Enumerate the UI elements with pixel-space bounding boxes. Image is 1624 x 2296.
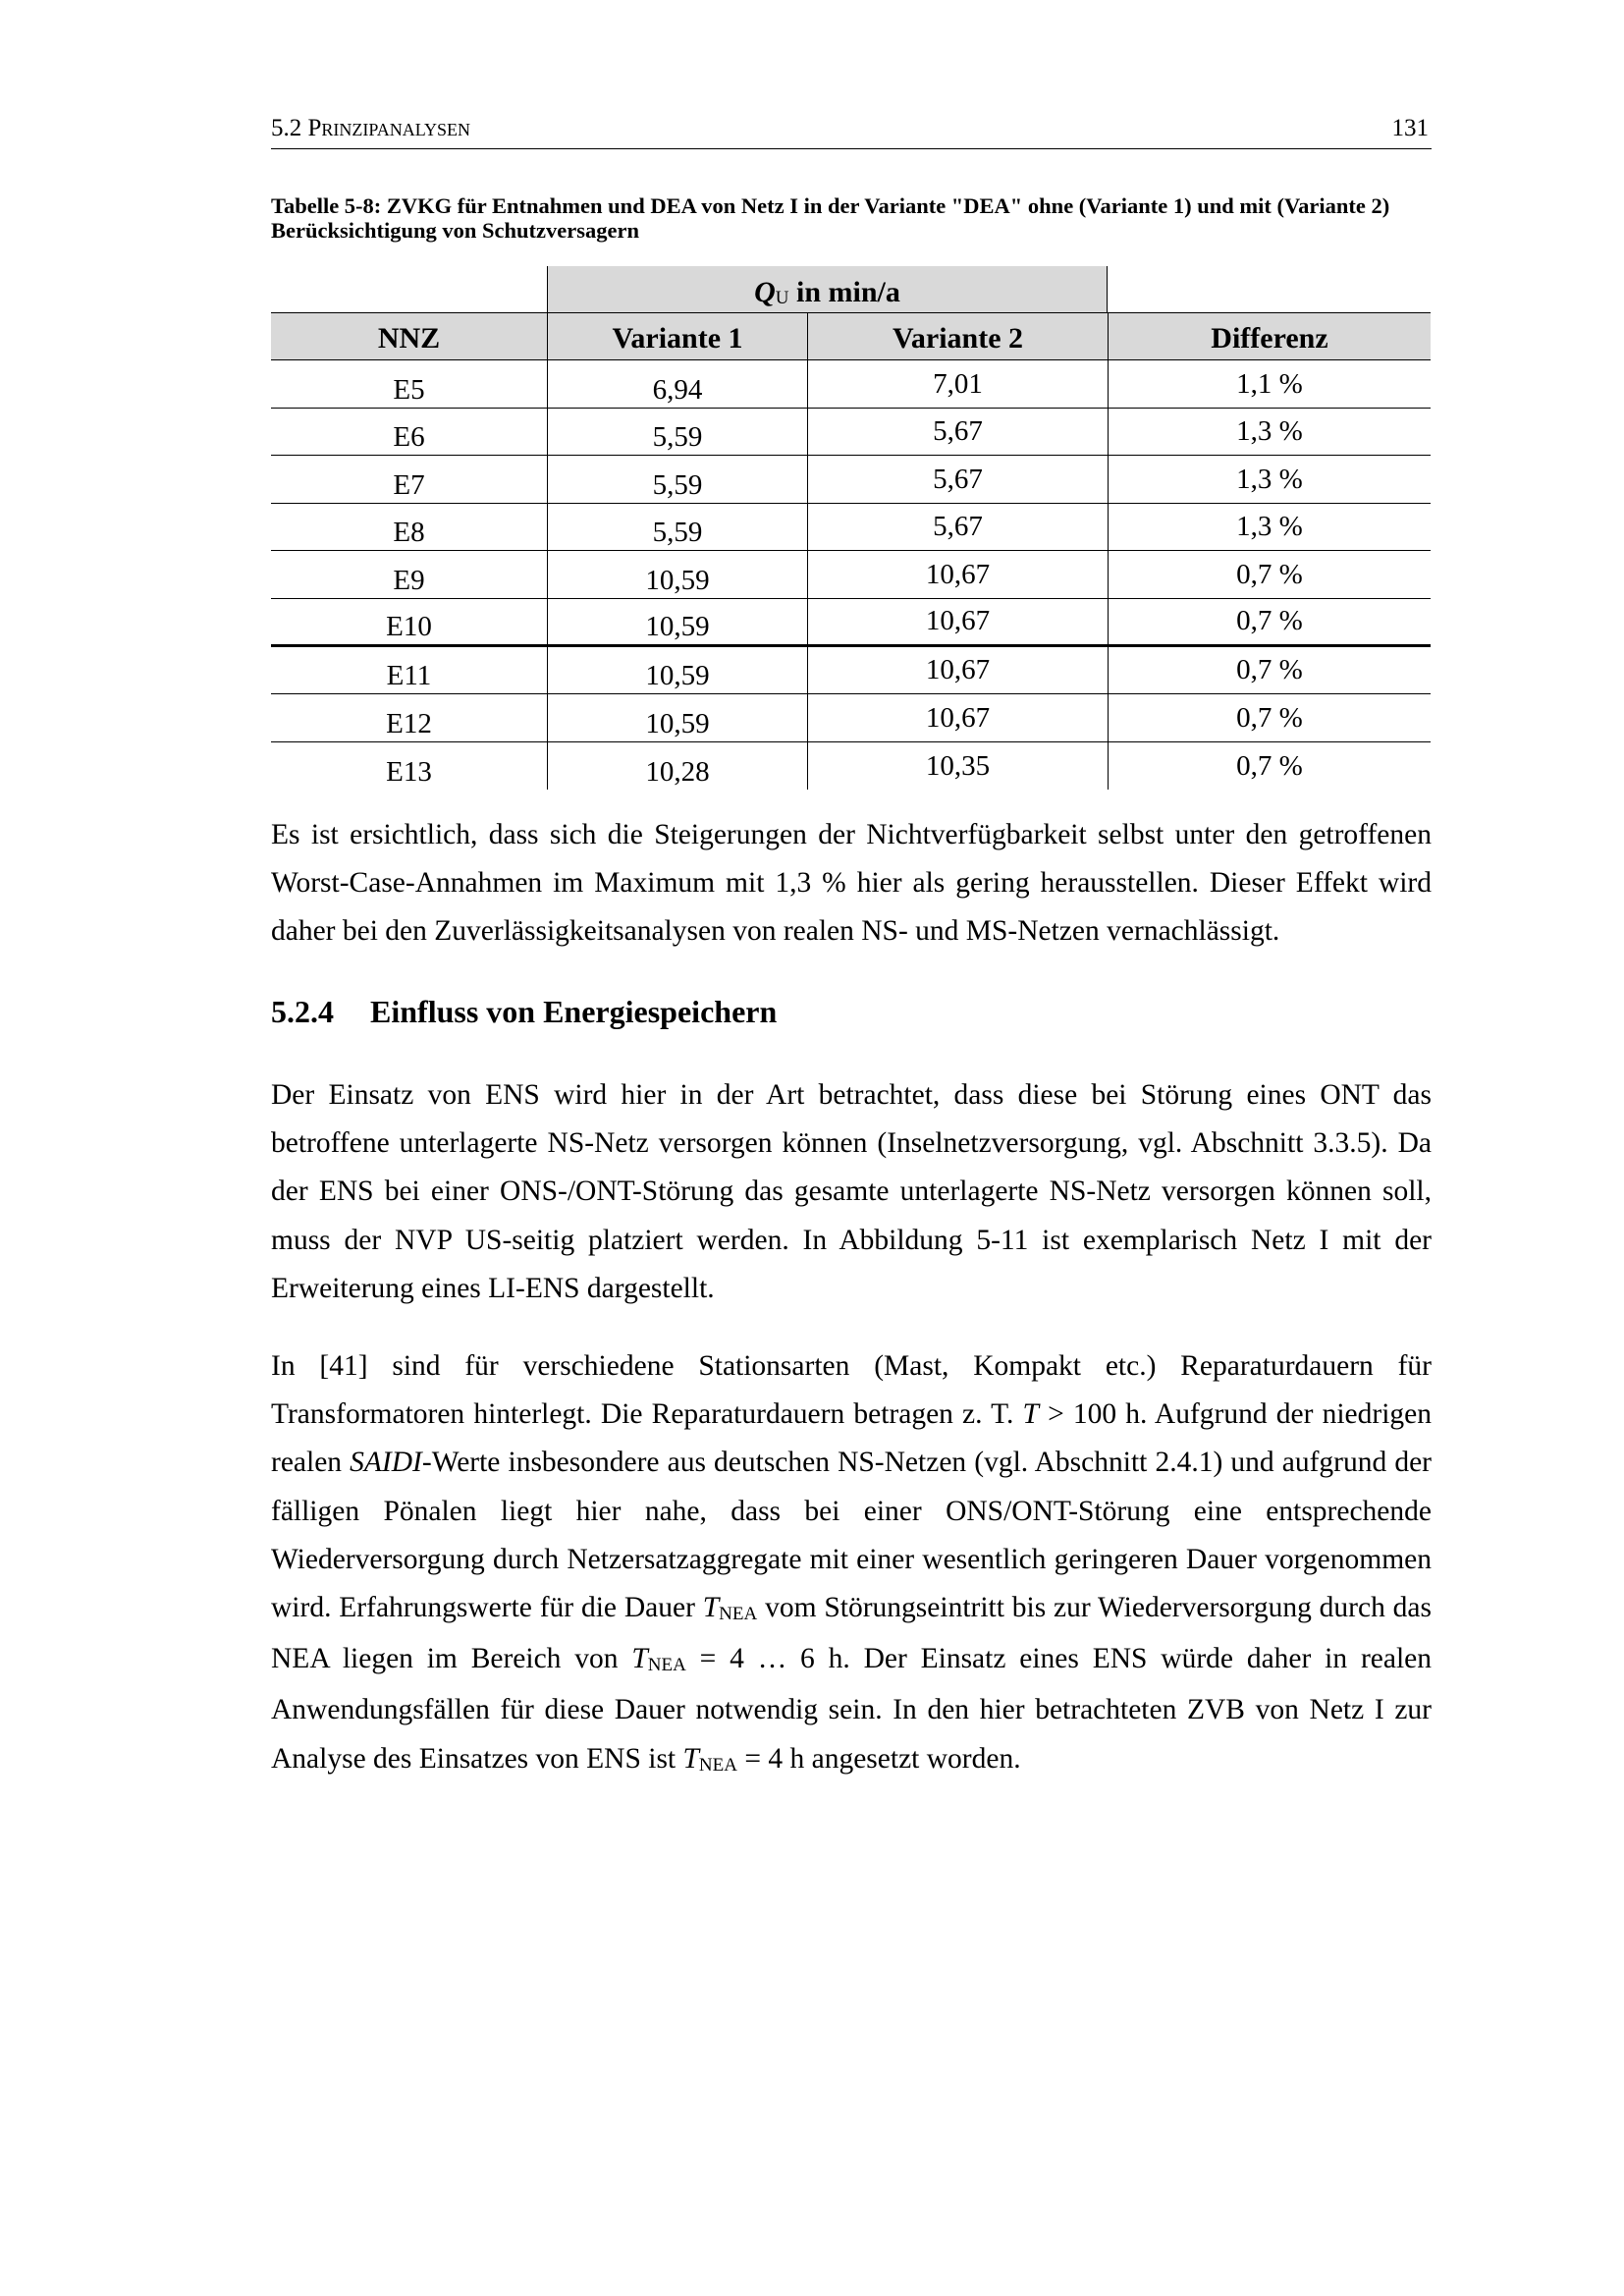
table-row (271, 409, 1431, 457)
cell-variante-2: 5,67 (933, 415, 983, 448)
column-header-variante-2: Variante 2 (807, 313, 1108, 359)
cell-variante-2: 10,67 (925, 558, 991, 590)
cell-nnz: E7 (393, 468, 425, 501)
cell-differenz: 1,3 % (1236, 511, 1303, 543)
cell-variante-2: 7,01 (933, 367, 983, 400)
column-header-nnz: NNZ (377, 322, 441, 355)
cell-variante-1: 5,59 (652, 421, 703, 454)
qu-symbol: Q (754, 276, 776, 308)
column-header-differenz: Differenz (1108, 313, 1431, 359)
table-header-row (271, 312, 1431, 360)
cell-nnz: E10 (386, 610, 432, 642)
cell-variante-1: 10,59 (645, 707, 710, 739)
cell-differenz: 0,7 % (1236, 701, 1303, 734)
section-title: Einfluss von Energiespeichern (370, 994, 778, 1029)
cell-nnz: E11 (386, 660, 432, 692)
qu-subscript: U (775, 288, 789, 308)
cell-variante-2: 5,67 (933, 463, 983, 495)
saidi-term: SAIDI (350, 1447, 422, 1479)
qu-label (548, 278, 1107, 307)
table-row (271, 694, 1431, 742)
table-row (271, 456, 1431, 504)
cell-variante-1: 10,59 (645, 660, 710, 692)
var-t-nea: T (702, 1592, 720, 1624)
cell-nnz: E8 (393, 517, 425, 549)
table-row (271, 360, 1431, 409)
cell-nnz: E6 (393, 421, 425, 454)
section-heading (271, 994, 777, 1030)
cell-variante-1: 10,28 (645, 756, 710, 789)
table-row (271, 551, 1431, 599)
cell-variante-1: 5,59 (652, 468, 703, 501)
section-number: 5.2.4 (271, 994, 334, 1029)
page-number: 131 (1391, 115, 1429, 141)
cell-variante-2: 10,67 (925, 604, 991, 636)
qu-unit: in min/a (788, 276, 900, 308)
cell-differenz: 1,3 % (1236, 463, 1303, 495)
table-row (271, 742, 1431, 791)
cell-nnz: E5 (393, 373, 425, 406)
paragraph-ens-usage: Der Einsatz von ENS wird hier in der Art betrachtet, dass diese bei Störung eines ONT das betroffene unterlagerte NS-Netz versorgen können (Inselnetzversorgung, vgl. Abschnitt 3.3.5). Da der ENS bei einer ONS-/ONT-Störung das gesamte unterlagerte NS-Netz versorgen können soll, muss der NVP US-seitig platziert werden. In Abbildung 5-11 ist exemplarisch Netz I mit der Erweiterung eines LI-ENS dargestellt. (271, 1079, 1432, 1304)
cell-variante-1: 5,59 (652, 517, 703, 549)
cell-variante-1: 10,59 (645, 610, 710, 642)
cell-differenz: 1,3 % (1236, 415, 1303, 448)
var-t: T (1022, 1398, 1039, 1431)
cell-variante-1: 6,94 (652, 373, 703, 406)
table-caption: Tabelle 5-8: ZVKG für Entnahmen und DEA von Netz I in der Variante "DEA" ohne (Variante 1) und mit (Variante 2) Berücksichtigung von Schutzversagern (271, 193, 1390, 243)
cell-nnz: E13 (386, 756, 432, 789)
running-header-section: 5.2 Prinzipanalysen (271, 115, 470, 141)
cell-variante-2: 10,35 (925, 750, 991, 783)
table-row (271, 647, 1431, 695)
var-t-nea: T (631, 1643, 648, 1675)
cell-variante-2: 10,67 (925, 701, 991, 734)
var-t-nea: T (682, 1742, 699, 1775)
table-row (271, 504, 1431, 552)
cell-differenz: 0,7 % (1236, 750, 1303, 783)
cell-differenz: 0,7 % (1236, 558, 1303, 590)
cell-nnz: E9 (393, 564, 425, 596)
running-header (271, 116, 1432, 149)
cell-differenz: 0,7 % (1236, 604, 1303, 636)
cell-nnz: E12 (386, 707, 432, 739)
cell-differenz: 0,7 % (1236, 654, 1303, 686)
table-row (271, 599, 1431, 647)
table-group-header-row (271, 266, 1431, 313)
table-group-header-qu (547, 266, 1108, 313)
paragraph-conclusion: Es ist ersichtlich, dass sich die Steigerungen der Nichtverfügbarkeit selbst unter den getroffenen Worst-Case-Annahmen im Maximum mit 1,3 % hier als gering herausstellen. Dieser Effekt wird daher bei den Zuverlässigkeitsanalysen von realen NS- und MS-Netzen vernachlässigt. (271, 819, 1432, 948)
cell-variante-2: 5,67 (933, 511, 983, 543)
cell-differenz: 1,1 % (1236, 367, 1303, 400)
paragraph-repair-durations: In [41] sind für verschiedene Stationsarten (Mast, Kompakt etc.) Reparaturdauern für Transformatoren hinterlegt. Die Reparaturdauern betragen z. T. T > 100 h. Aufgrund der niedrigen realen SAIDI-Werte insbesondere aus deutschen NS-Netzen (vgl. Abschnitt 2.4.1) und aufgrund der fälligen Pönalen liegt hier nahe, dass bei einer ONS/ONT-Störung eine entsprechende Wiederversorgung durch Netzersatzaggregate mit einer wesentlich geringeren Dauer vorgenommen wird. Erfahrungswerte für die Dauer $T_{NEA}$ vom Störungseintritt bis zur Wiederversorgung durch das NEA liegen im Bereich von $T_{NEA} = 4$ … 6 h. Der Einsatz eines ENS würde daher in realen Anwendungsfällen für diese Dauer notwendig sein. In den hier betrachteten ZVB von Netz I zur Analyse des Einsatzes von ENS ist $T_{NEA} = 4$ h angesetzt worden. (271, 1350, 1433, 1776)
cell-variante-2: 10,67 (925, 654, 991, 686)
column-header-variante-1: Variante 1 (547, 313, 807, 359)
cell-variante-1: 10,59 (645, 564, 710, 596)
